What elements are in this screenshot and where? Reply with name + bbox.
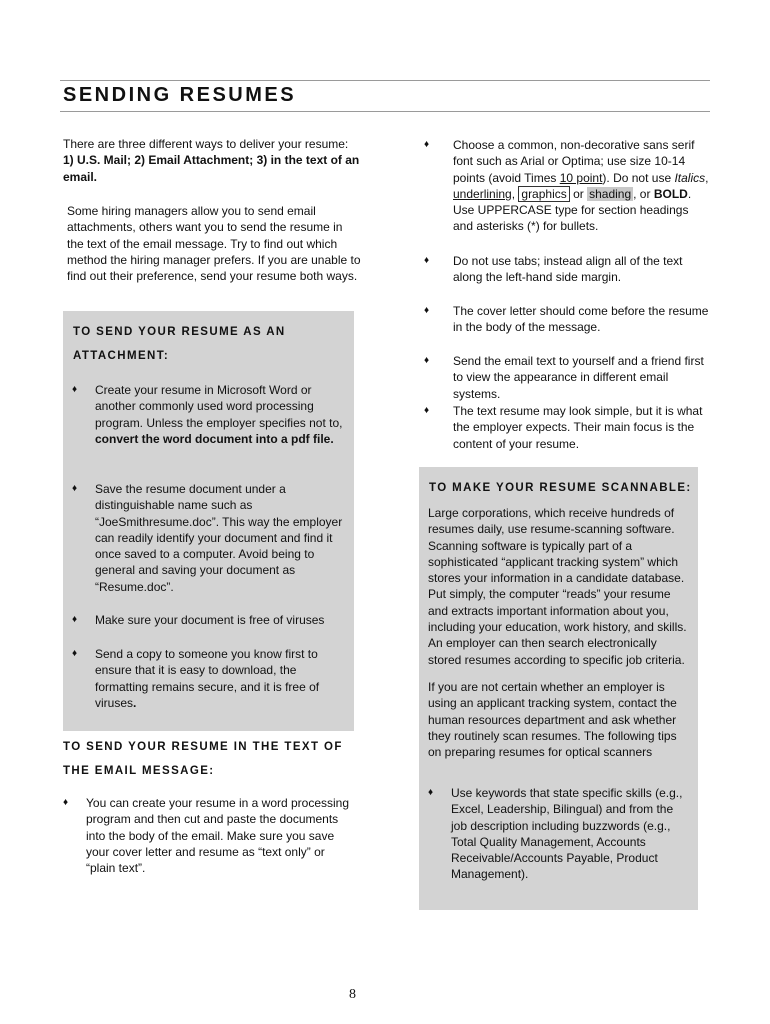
intro-line: There are three different ways to deliver your resume: — [63, 137, 349, 151]
list-item — [72, 382, 347, 447]
diamond-bullet-icon: ♦ — [63, 797, 69, 808]
diamond-bullet-icon: ♦ — [424, 305, 430, 316]
diamond-bullet-icon: ♦ — [428, 787, 434, 798]
font-guidelines: Choose a common, non-decorative sans serif font such as Arial or Optima; use size 10-14 points (avoid Times 10 point). Do not use Italics, underlining, graphics or shading , or BOLD. Use UPPERCASE type for section headings and asterisks (*) for bullets. — [453, 138, 709, 234]
bullet-text: Save the resume document under a distinguishable name such as “JoeSmithresume.doc”. This way the employer can readily identify your document and find it once saved to a computer. Avoid being to general and saving your document as “Resume.doc”. — [95, 482, 343, 594]
diamond-bullet-icon: ♦ — [72, 483, 78, 494]
bullet-text: Send a copy to someone you know first to ensure that it is easy to download, the formatting remains secure, and it is free of viruses — [95, 647, 320, 710]
scannable-paragraph: Large corporations, which receive hundreds of resumes daily, use resume-scanning software. Scanning software is typically part of a sophisticated “applicant tracking system” which stores your information in a candidate database. Put simply, the computer “reads” your resume and extracts important information about you, including your education, work history, and skills. An employer can then search electronically stored resumes according to specific job criteria. — [428, 506, 687, 667]
bullet-text: Do not use tabs; instead align all of the text along the left-hand side margin. — [453, 254, 683, 285]
list-item — [424, 253, 710, 286]
list-item — [428, 785, 690, 883]
list-item — [63, 795, 353, 876]
text-email-heading: TO SEND YOUR RESUME IN THE TEXT OF THE EMAIL MESSAGE: — [63, 741, 343, 777]
diamond-bullet-icon: ♦ — [72, 384, 78, 395]
bullet-period: . — [133, 695, 137, 710]
attachment-heading: TO SEND YOUR RESUME AS AN ATTACHMENT: — [73, 326, 286, 362]
intro-paragraph: Some hiring managers allow you to send email attachments, others want you to send the resume in the text of the email message. Try to find out which method the hiring manager prefers. If you are unable to find out their preference, send your resume both ways. — [67, 204, 361, 284]
scannable-heading: TO MAKE YOUR RESUME SCANNABLE: — [429, 482, 692, 494]
list-item — [72, 481, 352, 595]
list-item — [424, 403, 710, 452]
attachment-section — [63, 311, 354, 731]
bullet-text: Create your resume in Microsoft Word or another commonly used word processing program. Unless the employer specifies not to, — [95, 383, 343, 430]
list-item — [72, 612, 347, 628]
shading-sample: shading — [589, 186, 632, 201]
bullet-text: The text resume may look simple, but it is what the employer expects. Their main focus is the content of your resume. — [453, 404, 703, 451]
list-item — [424, 137, 710, 235]
diamond-bullet-icon: ♦ — [72, 614, 78, 625]
title-rule-top — [60, 80, 710, 81]
list-item — [424, 303, 710, 336]
graphics-sample: graphics — [518, 186, 569, 202]
bullet-text: Use keywords that state specific skills (e.g., Excel, Leadership, Bilingual) and from the job description including buzzwords (e.g., Total Quality Management, Accounts Receivable/Accounts Payable, Product Management). — [451, 786, 683, 882]
diamond-bullet-icon: ♦ — [424, 139, 430, 150]
bullet-text: Make sure your document is free of viruses — [95, 613, 325, 627]
diamond-bullet-icon: ♦ — [424, 255, 430, 266]
intro-methods: 1) U.S. Mail; 2) Email Attachment; 3) in the text of an email. — [63, 153, 360, 184]
bullet-emphasis: convert the word document into a pdf file. — [95, 431, 334, 446]
diamond-bullet-icon: ♦ — [72, 648, 78, 659]
page-title: SENDING RESUMES — [63, 84, 297, 106]
bullet-text: The cover letter should come before the resume in the body of the message. — [453, 304, 709, 335]
bullet-text: Send the email text to yourself and a friend first to view the appearance in different email systems. — [453, 354, 704, 401]
list-item — [72, 646, 332, 711]
diamond-bullet-icon: ♦ — [424, 405, 430, 416]
list-item — [424, 353, 710, 402]
intro-block — [63, 136, 363, 185]
title-rule-bottom — [60, 111, 710, 112]
bullet-text: You can create your resume in a word processing program and then cut and paste the documents into the body of the email. Make sure you save your cover letter and resume as “text only” or “plain text”. — [86, 796, 350, 876]
scannable-paragraph: If you are not certain whether an employer is using an applicant tracking system, contact the human resources department and ask whether they routinely scan resumes. The following tips on preparing resumes for optical scanners — [428, 680, 677, 760]
scannable-section — [419, 467, 698, 910]
page-number: 8 — [349, 987, 356, 1002]
diamond-bullet-icon: ♦ — [424, 355, 430, 366]
